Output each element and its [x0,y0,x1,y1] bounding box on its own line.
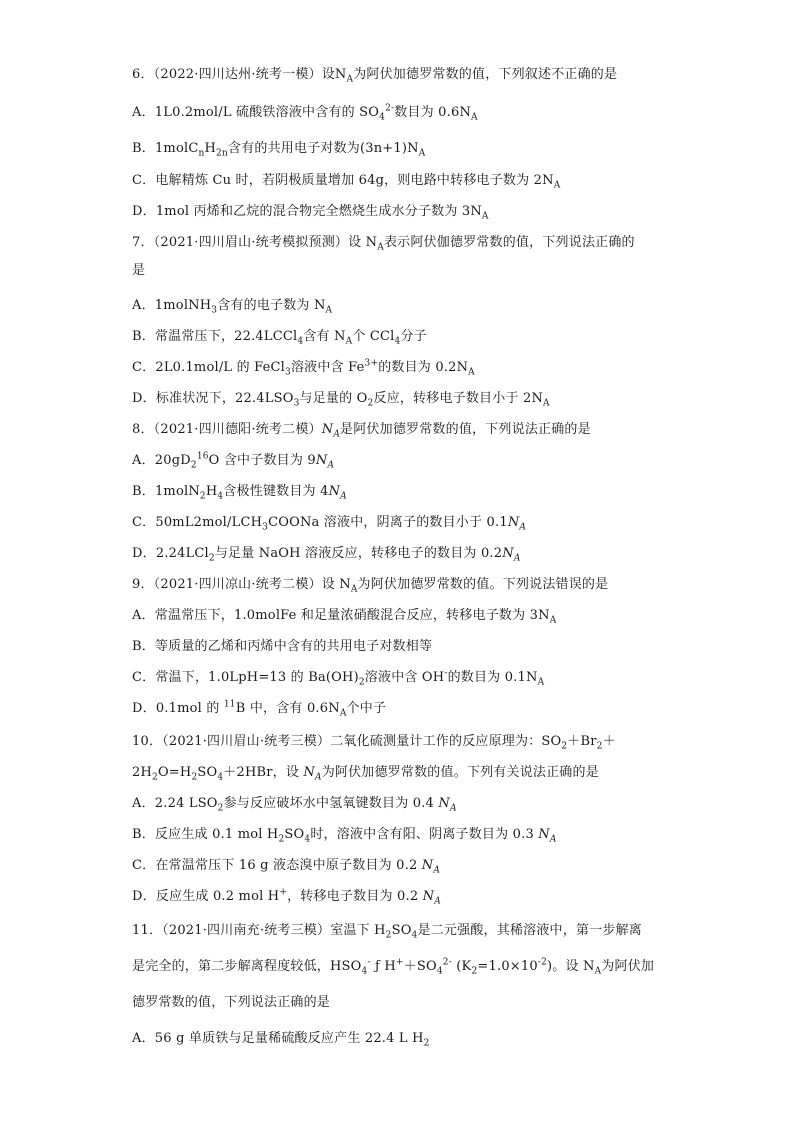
q8-option-d: D．2.24LCl$_2$与足量 NaOH 溶液反应，转移电子的数目为 $0.2N_A$ [132,546,521,564]
q6-option-c: C．电解精炼 Cu 时，若阴极质量增加 64g，则电路中转移电子数为 $2N_A$ [132,173,561,191]
q8-option-b: B．$1molN_2H_4$含极性键数目为 $4N_A$ [132,484,347,502]
q10-option-c: C．在常温常压下 16 g 液态溴中原子数目为 0.2 $N_A$ [132,858,441,876]
q6-option-d: D．1mol 丙烯和乙烷的混合物完全燃烧生成水分子数为 $3N_A$ [132,204,489,222]
q6-option-b: B．$1molC_nH_{2n}$含有的共用电子对数为$(3n+1)N_A$ [132,141,426,159]
q11-stem-line2: 是完全的，第二步解离程度较低，$HSO_4^-$ ƒ $H^++SO_4^{2-}$ $(K_2=1.0\times 10^{-2})$。设 $N_A$为阿伏加 [132,957,655,977]
q7-option-c: C．2L0.1mol/L 的 FeCl$_3$溶液中含 $Fe^{3+}$的数目为 $0.2N_A$ [132,358,475,378]
q7-option-d: D．标准状况下，$22.4LSO_3$与足量的 $O_2$反应，转移电子数目小于 $2N_A$ [132,391,550,409]
q10-option-d: D．反应生成 0.2 mol H+，转移电子数目为 0.2 $N_A$ [132,887,441,907]
q10-option-b: B．反应生成 0.1 mol $H_2SO_4$时，溶液中含有阳、阴离子数目为 0.3 $N_A$ [132,827,557,845]
q11-option-a: A．56 g 单质铁与足量稀硫酸反应产生 22.4 L $H_2$ [132,1031,430,1049]
q9-stem: 9．（2021·四川凉山·统考二模）设 $N_A$为阿伏加德罗常数的值。下列说法错误的是 [132,577,609,595]
q9-option-b: B．等质量的乙烯和丙烯中含有的共用电子对数相等 [132,639,433,654]
q9-option-d: D．0.1mol 的 $^{11}$B 中，含有 $0.6N_A$个中子 [132,699,387,719]
q11-stem-line3: 德罗常数的值，下列说法正确的是 [132,995,331,1010]
q10-stem-line1: 10．（2021·四川眉山·统考三模）二氧化硫测量计工作的反应原理为：$SO_2+Br_2+$ [132,734,616,752]
q7-option-b: B．常温常压下，22.4LCCl$_4$含有 $N_A$个 CCl$_4$分子 [132,329,427,347]
q8-option-c: C．$50mL2mol/LCH_3COONa$ 溶液中，阴离子的数目小于 $0.1N_A$ [132,515,527,533]
q10-stem-line2: $2H_2O=H_2SO_4+2HBr$，设 $N_A$为阿伏加德罗常数的值。下列有关说法正确的是 [132,765,599,783]
q6-stem: 6．（2022·四川达州·统考一模）设$N_A$为阿伏加德罗常数的值，下列叙述不正确的是 [132,67,618,85]
q8-stem: 8．（2021·四川德阳·统考二模）$N_A$是阿伏加德罗常数的值，下列说法正确的是 [132,422,591,440]
q7-stem-line1: 7．（2021·四川眉山·统考模拟预测）设 $N_A$表示阿伏伽德罗常数的值，下列说法正确的 [132,235,635,253]
q6-option-a: A．1L0.2mol/L 硫酸铁溶液中含有的 $SO_4^{2-}$数目为 $0.6N_A$ [132,103,478,123]
q11-stem-line1: 11．（2021·四川南充·统考三模）室温下 $H_2SO_4$是二元强酸，其稀溶液中，第一步解离 [132,923,642,941]
q7-stem-line2: 是 [132,263,146,278]
q8-option-a: A．$20gD_2^{16}O$ 含中子数目为 $9N_A$ [132,451,335,471]
q9-option-c: C．常温下，1.0LpH=13 的 $Ba(OH)_2$溶液中含 OH-的数目为 $0.1N_A$ [132,668,545,688]
q7-option-a: A．1molNH$_3$含有的电子数为 $N_A$ [132,298,333,316]
q10-option-a: A．2.24 $LSO_2$参与反应破坏水中氢氧键数目为 0.4 $N_A$ [132,796,457,814]
q9-option-a: A．常温常压下，1.0molFe 和足量浓硝酸混合反应，转移电子数为 $3N_A$ [132,608,557,626]
